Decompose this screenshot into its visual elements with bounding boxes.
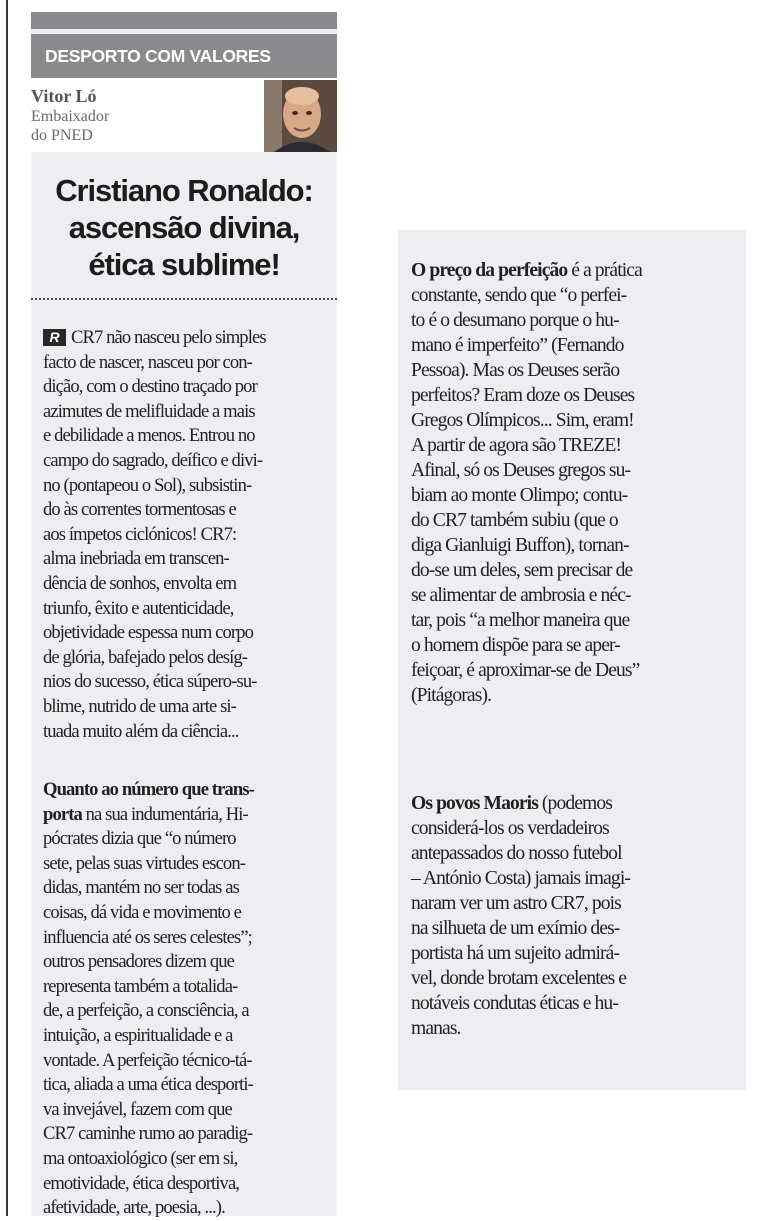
paragraph-1 [43, 326, 266, 744]
text-line [411, 258, 642, 283]
text-line: naram ver um astro CR7, pois [411, 893, 621, 914]
text-line: feiçoar, é aproximar-se de Deus” [411, 660, 640, 681]
text-line: objetividade espessa num corpo [43, 622, 254, 644]
text-line: campo do sagrado, deífico e divi- [43, 449, 263, 471]
text-line: do CR7 também subiu (que o [411, 510, 618, 531]
text-line: Pessoa). Mas os Deuses serão [411, 360, 620, 381]
text-line: intuição, a espiritualidade e a [43, 1024, 233, 1046]
author-name: Vitor Ló [31, 86, 97, 106]
text-line: na silhueta de um exímio des- [411, 918, 620, 939]
text-line: coisas, dá vida e movimento e [43, 901, 241, 923]
text-line: tica, aliada a uma ética desporti- [43, 1074, 253, 1096]
text-line: constante, sendo que “o perfei- [411, 285, 627, 306]
text-line [43, 778, 254, 803]
record-logo-icon: R [43, 329, 66, 346]
text-line: afetividade, arte, poesia, ...). [43, 1197, 225, 1219]
headline-line: Cristiano Ronaldo: [55, 173, 313, 208]
text-line: perfeitos? Eram doze os Deuses [411, 385, 635, 406]
section-header [31, 34, 337, 78]
text-line: de, a perfeição, a consciência, a [43, 1000, 249, 1022]
text-line: e debilidade a menos. Entrou no [43, 425, 255, 447]
text-line: considerá-los os verdadeiros [411, 818, 609, 839]
paragraph-3 [411, 258, 642, 708]
text-line: va invejável, fazem com que [43, 1098, 232, 1120]
page-edge-rule [6, 0, 8, 1216]
lead-in-bold: O preço da perfeição [411, 260, 568, 281]
text-line: ma ontoaxiológico (ser em si, [43, 1147, 238, 1169]
left-column [31, 12, 337, 1219]
text-line: o homem dispõe para se aper- [411, 635, 620, 656]
text-line-content: CR7 não nasceu pelo simples [71, 327, 266, 348]
text-line: mano é imperfeito” (Fernando [411, 335, 624, 356]
text-line: nios do sucesso, ética súpero-su- [43, 671, 257, 693]
text-line: influencia até os seres celestes”; [43, 926, 252, 948]
text-line: blime, nutrido de uma arte si- [43, 695, 236, 717]
text-line: to é o desumano porque o hu- [411, 310, 619, 331]
lead-in-bold: porta [43, 803, 82, 825]
author-role [31, 107, 191, 145]
text-line: (Pitágoras). [411, 685, 492, 706]
lead-in-bold: Os povos Maoris [411, 793, 538, 814]
text-line: Afinal, só os Deuses gregos su- [411, 460, 631, 481]
author-photo [264, 80, 337, 152]
text-line: vontade. A perfeição técnico-tá- [43, 1049, 252, 1071]
text-line: vel, donde brotam excelentes e [411, 968, 627, 989]
text-line: A partir de agora são TREZE! [411, 435, 622, 456]
text-line: antepassados do nosso futebol [411, 843, 622, 864]
headline-line: ética sublime! [88, 247, 280, 282]
text-line: dição, com o destino traçado por [43, 376, 257, 398]
text-line: – António Costa) jamais imagi- [411, 868, 630, 889]
text-line: sete, pelas suas virtudes escon- [43, 852, 246, 874]
text-line: azimutes de melifluidade a mais [43, 400, 255, 422]
paragraph-4 [411, 791, 630, 1041]
text-line [43, 803, 254, 828]
text-line: tuada muito além da ciência... [43, 720, 239, 742]
text-line: notáveis condutas éticas e hu- [411, 993, 618, 1014]
text-line: no (pontapeou o Sol), subsistin- [43, 474, 252, 496]
right-column [398, 230, 746, 1090]
text-line-content: (podemos [537, 793, 613, 814]
text-line: diga Gianluigi Buffon), tornan- [411, 535, 629, 556]
headline-line: ascensão divina, [68, 210, 300, 245]
paragraph-2 [43, 778, 254, 1221]
author-box [31, 78, 337, 152]
text-line: do às correntes tormentosas e [43, 499, 236, 521]
author-role-line: do PNED [31, 127, 93, 144]
headline [31, 172, 337, 283]
text-line: CR7 caminhe rumo ao paradig- [43, 1123, 253, 1145]
text-line [411, 791, 630, 816]
text-line: do-se um deles, sem precisar de [411, 560, 633, 581]
text-line: de glória, bafejado pelos desíg- [43, 646, 248, 668]
text-line: tar, pois “a melhor maneira que [411, 610, 630, 631]
section-title: DESPORTO COM VALORES [45, 46, 271, 66]
text-line-content: é a prática [567, 260, 642, 281]
text-line: portista há um sujeito admirá- [411, 943, 620, 964]
text-line: se alimentar de ambrosia e néc- [411, 585, 631, 606]
author-role-line: Embaixador [31, 108, 110, 125]
text-line: outros pensadores dizem que [43, 951, 235, 973]
text-line-content: na sua indumentária, Hi- [81, 803, 248, 825]
text-line: didas, mantém no ser todas as [43, 877, 239, 899]
text-line: representa também a totalida- [43, 975, 238, 997]
text-line: facto de nascer, nasceu por con- [43, 351, 252, 373]
text-line: triunfo, êxito e autenticidade, [43, 597, 234, 619]
dotted-divider [31, 298, 337, 300]
text-line: aos ímpetos ciclónicos! CR7: [43, 523, 237, 545]
text-line: alma inebriada em transcen- [43, 548, 229, 570]
top-rule-bar [31, 12, 337, 29]
text-line: manas. [411, 1018, 461, 1039]
text-line: emotividade, ética desportiva, [43, 1172, 240, 1194]
author-photo-icon [264, 80, 337, 152]
text-line [43, 326, 266, 351]
text-line: biam ao monte Olimpo; contu- [411, 485, 628, 506]
text-line: pócrates dizia que “o número [43, 828, 236, 850]
text-line: Gregos Olímpicos... Sim, eram! [411, 410, 634, 431]
text-line: dência de sonhos, envolta em [43, 572, 237, 594]
lead-in-bold: Quanto ao número que trans- [43, 779, 254, 800]
